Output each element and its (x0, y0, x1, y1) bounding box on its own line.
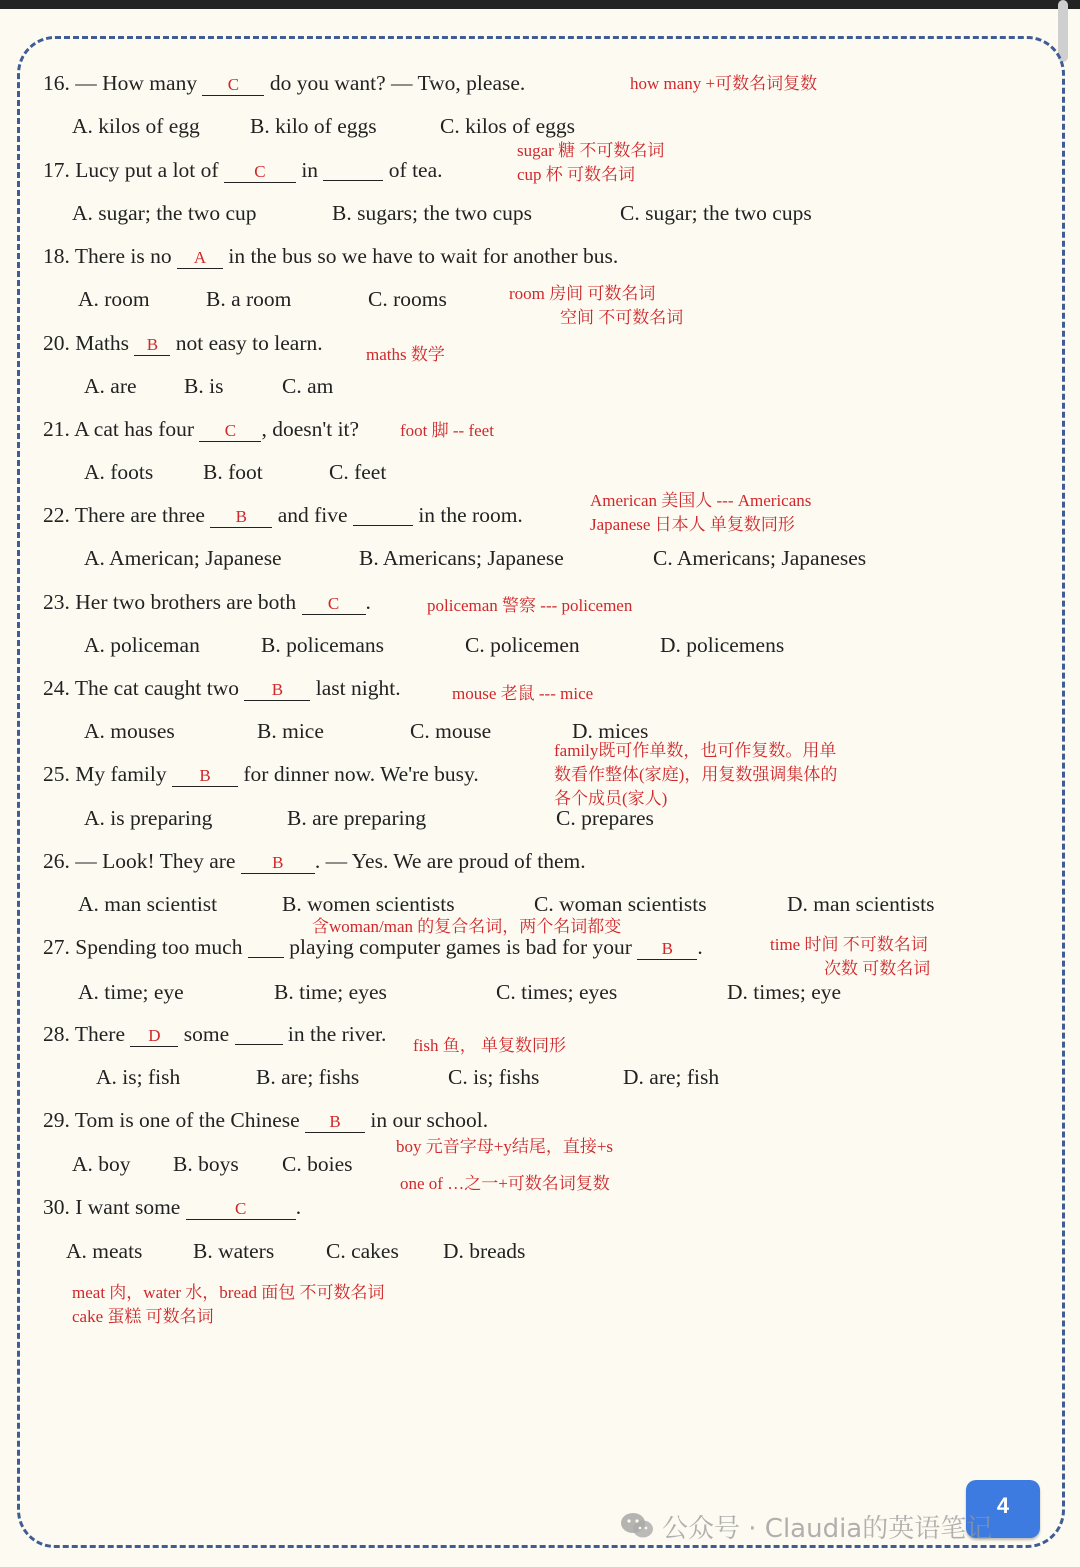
watermark: 公众号 · Claudia的英语笔记 (620, 1508, 992, 1547)
annotation-note: policeman 警察 --- policemen (427, 596, 633, 615)
answer-option[interactable]: B. mice (257, 719, 324, 743)
scrollbar[interactable] (1058, 0, 1068, 62)
answer-letter: B (146, 335, 159, 354)
question-text: 23. Her two brothers are both (43, 590, 302, 614)
answer-option[interactable]: D. man scientists (787, 892, 935, 916)
answer-option[interactable]: C. prepares (556, 806, 654, 830)
answer-blank (186, 1197, 296, 1220)
answer-blank (323, 160, 383, 181)
answer-blank (353, 505, 413, 526)
wechat-icon (620, 1512, 654, 1547)
answer-option[interactable]: C. rooms (368, 287, 447, 311)
answer-option[interactable]: A. sugar; the two cup (72, 201, 257, 225)
annotation-note: foot 脚 -- feet (400, 421, 494, 440)
question-text: 17. Lucy put a lot of (43, 158, 224, 182)
annotation-note: 数看作整体(家庭)，用复数强调集体的 (554, 765, 838, 784)
question-text: some (178, 1022, 235, 1046)
question-text: in our school. (365, 1108, 489, 1132)
question-text: . — Yes. We are proud of them. (314, 849, 586, 873)
question-text: 21. A cat has four (43, 417, 200, 441)
annotation-note: sugar 糖 不可数名词 (517, 141, 665, 160)
annotation-note: maths 数学 (366, 345, 445, 364)
annotation-note: family既可作单数，也可作复数。用单 (554, 741, 837, 760)
answer-option[interactable]: C. policemen (465, 633, 580, 657)
answer-option[interactable]: B. women scientists (282, 892, 455, 916)
answer-option[interactable]: A. boy (72, 1152, 131, 1176)
answer-option[interactable]: A. policeman (84, 633, 200, 657)
answer-option[interactable]: A. is; fish (96, 1065, 181, 1089)
answer-blank (305, 1110, 365, 1133)
question-text: 16. — How many (43, 71, 203, 95)
question-text: 28. There (43, 1022, 131, 1046)
annotation-note: 次数 可数名词 (824, 959, 931, 978)
annotation-note: how many +可数名词复数 (630, 74, 818, 93)
question-text: and five (272, 503, 353, 527)
answer-option[interactable]: D. are; fish (623, 1065, 720, 1089)
question-stem (43, 675, 401, 701)
answer-option[interactable]: C. Americans; Japaneses (653, 546, 867, 570)
answer-option[interactable]: C. times; eyes (496, 980, 618, 1004)
annotation-note: room 房间 可数名词 (509, 284, 656, 303)
answer-letter: C (254, 162, 266, 181)
answer-option[interactable]: B. sugars; the two cups (332, 201, 533, 225)
answer-option[interactable]: A. mouses (84, 719, 175, 743)
answer-option[interactable]: D. breads (443, 1239, 526, 1263)
answer-option[interactable]: D. policemens (660, 633, 785, 657)
answer-option[interactable]: A. meats (66, 1239, 143, 1263)
annotation-note: 各个成员(家人) (554, 789, 668, 808)
question-stem (43, 589, 371, 615)
answer-option[interactable]: A. room (78, 287, 150, 311)
question-stem (43, 848, 586, 874)
question-stem (43, 1021, 386, 1047)
question-text: not easy to learn. (170, 331, 323, 355)
answer-option[interactable]: B. kilo of eggs (250, 114, 377, 138)
question-text: do you want? — Two, please. (264, 71, 526, 95)
answer-letter: B (235, 507, 248, 526)
question-text: 27. Spending too much (43, 935, 248, 959)
question-text: playing computer games is bad for your (283, 935, 638, 959)
answer-letter: B (661, 939, 673, 958)
answer-option[interactable]: A. man scientist (78, 892, 218, 916)
answer-option[interactable]: A. American; Japanese (84, 546, 282, 570)
question-text: last night. (310, 676, 401, 700)
answer-blank (637, 937, 697, 960)
answer-blank (302, 592, 366, 615)
answer-option[interactable]: B. are preparing (287, 806, 427, 830)
annotation-note: 空间 不可数名词 (560, 308, 684, 327)
answer-option[interactable]: D. mices (572, 719, 649, 743)
answer-option[interactable]: B. a room (206, 287, 292, 311)
answer-letter: C (224, 421, 237, 440)
annotation-note: mouse 老鼠 --- mice (452, 684, 594, 703)
annotation-note: one of …之一+可数名词复数 (400, 1174, 610, 1193)
question-stem (43, 416, 359, 442)
question-text: of tea. (383, 158, 443, 182)
answer-option[interactable]: A. kilos of egg (72, 114, 200, 138)
answer-blank (244, 678, 310, 701)
annotation-note: cup 杯 可数名词 (517, 165, 636, 184)
answer-option[interactable]: D. times; eye (727, 980, 842, 1004)
question-stem (43, 70, 525, 96)
answer-option[interactable]: B. are; fishs (256, 1065, 360, 1089)
question-stem (43, 934, 703, 960)
answer-letter: D (148, 1026, 161, 1045)
question-text: in the room. (412, 503, 523, 527)
answer-blank (134, 333, 170, 356)
answer-blank (199, 419, 261, 442)
question-text: 26. — Look! They are (43, 849, 241, 873)
answer-option[interactable]: C. kilos of eggs (440, 114, 575, 138)
question-stem (43, 761, 479, 787)
question-text: . (295, 1195, 302, 1219)
question-stem (43, 1107, 488, 1133)
answer-option[interactable]: C. mouse (410, 719, 492, 743)
annotation-note: American 美国人 --- Americans (590, 491, 812, 510)
answer-blank (130, 1024, 178, 1047)
answer-option[interactable]: B. waters (193, 1239, 275, 1263)
question-stem (43, 502, 523, 528)
answer-blank (202, 73, 264, 96)
annotation-note: time 时间 不可数名词 (770, 935, 928, 954)
answer-option[interactable]: A. time; eye (78, 980, 184, 1004)
answer-option[interactable]: C. is; fishs (448, 1065, 540, 1089)
question-text: in the river. (282, 1022, 387, 1046)
top-bar (0, 0, 1080, 9)
question-text: 22. There are three (43, 503, 211, 527)
answer-blank (210, 505, 272, 528)
answer-option[interactable]: C. boies (282, 1152, 353, 1176)
answer-blank (177, 246, 223, 269)
annotation-note: cake 蛋糕 可数名词 (72, 1307, 214, 1326)
answer-letter: C (327, 594, 340, 613)
annotation-note: 含woman/man 的复合名词，两个名词都变 (312, 917, 622, 936)
answer-option[interactable]: C. woman scientists (534, 892, 707, 916)
answer-letter: B (329, 1112, 341, 1131)
answer-option[interactable]: C. feet (329, 460, 387, 484)
answer-option[interactable]: B. time; eyes (274, 980, 387, 1004)
question-stem (43, 330, 323, 356)
page-number-badge: 4 (966, 1480, 1040, 1538)
answer-blank (172, 764, 238, 787)
answer-letter: C (235, 1199, 247, 1218)
answer-letter: C (227, 75, 240, 94)
annotation-note: meat 肉，water 水，bread 面包 不可数名词 (72, 1283, 385, 1302)
question-text: in (295, 158, 324, 182)
question-text: 25. My family (43, 762, 172, 786)
answer-blank (241, 851, 315, 874)
answer-option[interactable]: B. Americans; Japanese (359, 546, 564, 570)
answer-option[interactable]: B. foot (203, 460, 263, 484)
question-text: 30. I want some (43, 1195, 186, 1219)
question-stem (43, 1194, 301, 1220)
answer-letter: B (199, 766, 211, 785)
answer-blank (224, 160, 296, 183)
annotation-note: fish 鱼， 单复数同形 (413, 1036, 566, 1055)
question-text: for dinner now. We're busy. (238, 762, 479, 786)
answer-option[interactable]: B. boys (173, 1152, 239, 1176)
question-text: 20. Maths (43, 331, 135, 355)
question-text: in the bus so we have to wait for another bus. (222, 244, 619, 268)
answer-option[interactable]: A. is preparing (84, 806, 213, 830)
question-text: . (697, 935, 703, 959)
answer-option[interactable]: C. cakes (326, 1239, 399, 1263)
answer-option[interactable]: B. is (184, 374, 224, 398)
question-text: . (365, 590, 371, 614)
answer-blank (248, 937, 284, 958)
answer-option[interactable]: C. am (282, 374, 334, 398)
question-text: 24. The cat caught two (43, 676, 245, 700)
question-stem (43, 157, 443, 183)
answer-letter: B (271, 680, 284, 699)
answer-option[interactable]: B. policemans (261, 633, 385, 657)
annotation-note: Japanese 日本人 单复数同形 (590, 515, 795, 534)
question-text: 18. There is no (43, 244, 177, 268)
answer-blank (235, 1024, 283, 1045)
question-text: , doesn't it? (261, 417, 360, 441)
annotation-note: boy 元音字母+y结尾，直接+s (396, 1137, 614, 1156)
answer-option[interactable]: A. foots (84, 460, 154, 484)
answer-option[interactable]: A. are (84, 374, 137, 398)
answer-option[interactable]: C. sugar; the two cups (620, 201, 812, 225)
question-stem (43, 243, 618, 269)
answer-letter: B (272, 853, 284, 872)
question-text: 29. Tom is one of the Chinese (43, 1108, 306, 1132)
answer-letter: A (193, 248, 207, 267)
